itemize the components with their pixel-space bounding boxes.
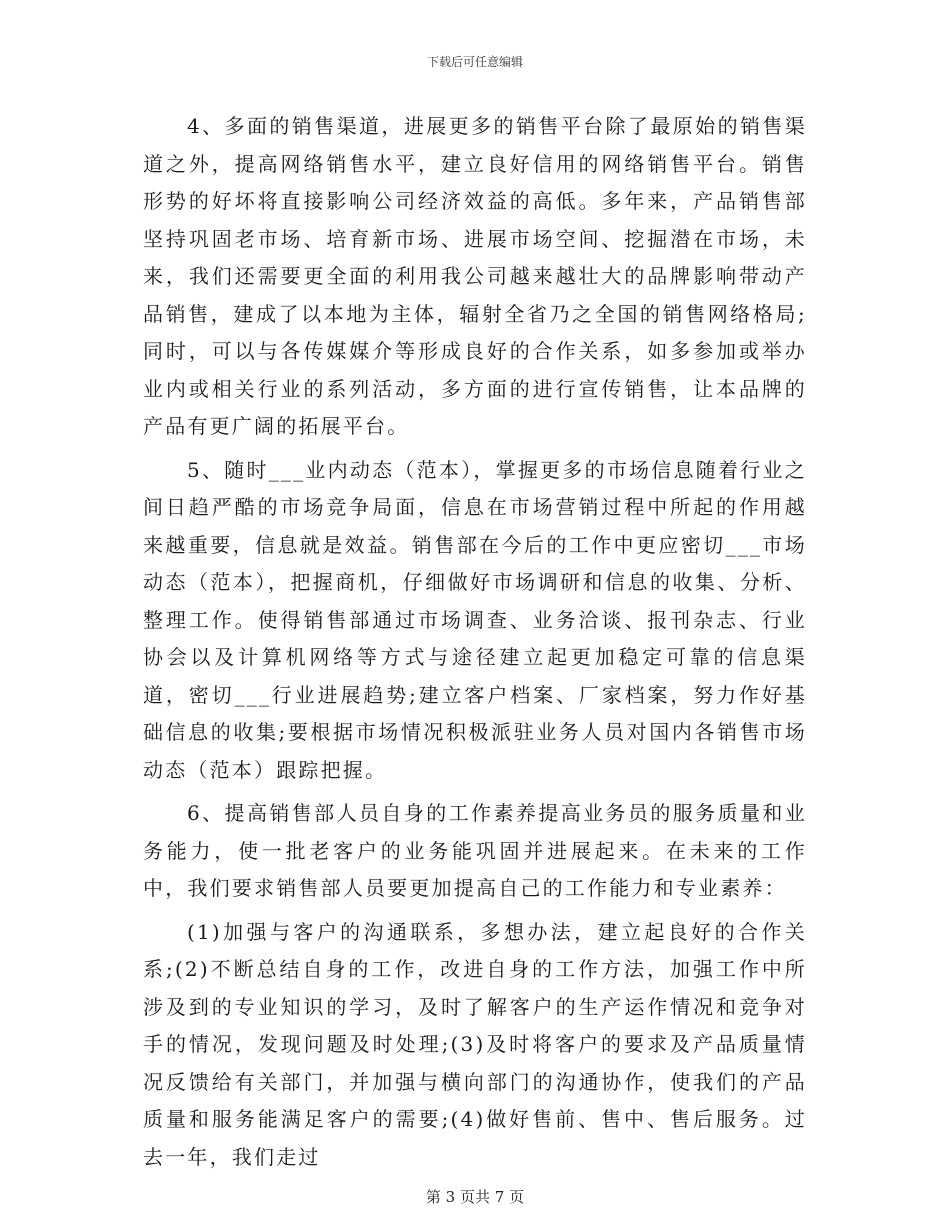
paragraph-4: 4、多面的销售渠道，进展更多的销售平台除了最原始的销售渠道之外，提高网络销售水平，建立良好信用的网络销售平台。销售形势的好坏将直接影响公司经济效益的高低。多年来，产品销售部坚持巩固老市场、培育新市场、进展市场空间、挖掘潜在市场，未来，我们还需要更全面的利用我公司越来越壮大的品牌影响带动产品销售，建成了以本地为主体，辐射全省乃之全国的销售网络格局;同时，可以与各传媒媒介等形成良好的合作关系，如多参加或举办业内或相关行业的系列活动，多方面的进行宣传销售，让本品牌的产品有更广阔的拓展平台。 — [143, 114, 807, 438]
paragraph-6: 6、提高销售部人员自身的工作素养提高业务员的服务质量和业务能力，使一批老客户的业务能巩固并进展起来。在未来的工作中，我们要求销售部人员要更加提高自己的工作能力和专业素养： — [143, 801, 807, 900]
page-header: 下载后可任意编辑 — [426, 55, 523, 69]
paragraph-6-list: (1)加强与客户的沟通联系，多想办法，建立起良好的合作关系;(2)不断总结自身的工作，改进自身的工作方法，加强工作中所涉及到的专业知识的学习，及时了解客户的生产运作情况和竞争对手的情况，发现问题及时处理;(3)及时将客户的要求及产品质量情况反馈给有关部门，并加强与横向部门的沟通协作，使我们的产品质量和服务能满足客户的需要;(4)做好售前、售中、售后服务。过去一年，我们走过 — [143, 919, 807, 1169]
paragraph-5: 5、随时___业内动态（范本），掌握更多的市场信息随着行业之间日趋严酷的市场竞争局面，信息在市场营销过程中所起的作用越来越重要，信息就是效益。销售部在今后的工作中更应密切___市场动态（范本），把握商机，仔细做好市场调研和信息的收集、分析、整理工作。使得销售部通过市场调查、业务洽谈、报刊杂志、行业协会以及计算机网络等方式与途径建立起更加稳定可靠的信息渠道，密切___行业进展趋势;建立客户档案、厂家档案，努力作好基础信息的收集;要根据市场情况积极派驻业务人员对国内各销售市场动态（范本）跟踪把握。 — [143, 457, 807, 782]
page-footer: 第 3 页共 7 页 — [425, 1188, 525, 1206]
document-body — [143, 108, 807, 1182]
